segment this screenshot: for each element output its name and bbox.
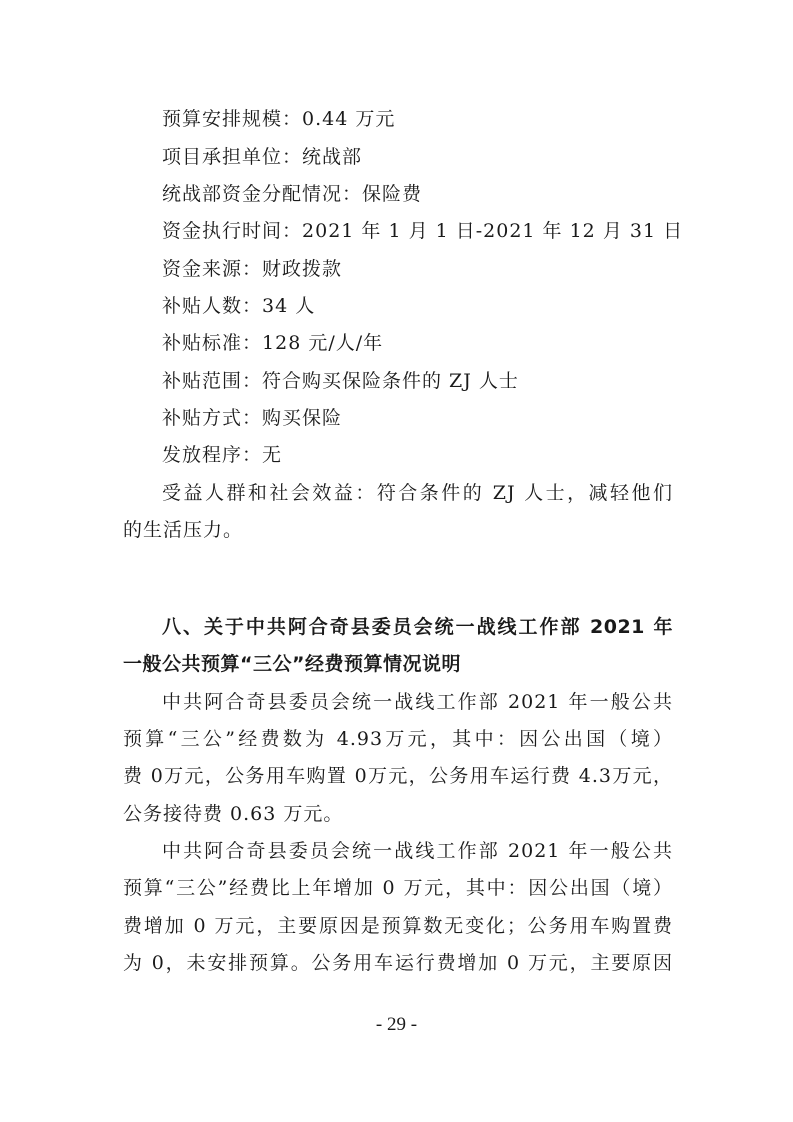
detail-value: 符合购买保险条件的 ZJ 人士 — [262, 370, 519, 392]
detail-label: 发放程序： — [162, 444, 263, 466]
detail-label: 补贴人数： — [162, 295, 263, 317]
paragraph-1-line-2: 预算“三公”经费数为 4.93万元，其中：因公出国（境） — [123, 728, 673, 750]
detail-label: 资金执行时间： — [162, 220, 303, 242]
detail-value: 128 元/人/年 — [262, 332, 384, 354]
detail-label: 统战部资金分配情况： — [162, 183, 363, 205]
detail-distribution-procedure — [162, 437, 673, 473]
detail-value: 2021 年 1 月 1 日-2021 年 12 月 31 日 — [302, 220, 684, 242]
detail-value: 财政拨款 — [262, 258, 343, 280]
paragraph-2-line-2: 预算“三公”经费比上年增加 0 万元，其中：因公出国（境） — [123, 877, 673, 899]
detail-responsible-unit — [162, 139, 673, 175]
detail-fund-source — [162, 251, 673, 287]
detail-value: 统战部 — [302, 146, 363, 168]
section-heading-line-1: 八、关于中共阿合奇县委员会统一战线工作部 2021 年 — [162, 616, 673, 638]
paragraph-1-line-1: 中共阿合奇县委员会统一战线工作部 2021 年一般公共 — [162, 691, 673, 713]
detail-fund-allocation — [162, 176, 673, 212]
detail-execution-time — [162, 213, 684, 249]
paragraph-1-line-3: 费 0万元，公务用车购置 0万元，公务用车运行费 4.3万元， — [123, 765, 673, 787]
detail-label: 补贴标准： — [162, 332, 263, 354]
detail-value: 0.44 万元 — [302, 108, 396, 130]
benefit-line-1: 受益人群和社会效益：符合条件的 ZJ 人士，减轻他们 — [162, 482, 673, 504]
paragraph-2-line-3: 费增加 0 万元，主要原因是预算数无变化；公务用车购置费 — [123, 915, 673, 937]
detail-label: 补贴方式： — [162, 407, 263, 429]
section-heading-line-2: 一般公共预算“三公”经费预算情况说明 — [123, 653, 461, 675]
detail-label: 补贴范围： — [162, 370, 263, 392]
detail-value: 无 — [262, 444, 283, 466]
paragraph-2-line-1: 中共阿合奇县委员会统一战线工作部 2021 年一般公共 — [162, 840, 673, 862]
detail-subsidy-count — [162, 288, 673, 324]
detail-label: 预算安排规模： — [162, 108, 303, 130]
benefit-line-2: 的生活压力。 — [123, 519, 244, 541]
paragraph-2-line-4: 为 0，未安排预算。公务用车运行费增加 0 万元，主要原因 — [123, 952, 673, 974]
detail-value: 34 人 — [262, 295, 316, 317]
detail-subsidy-method — [162, 400, 673, 436]
detail-value: 购买保险 — [262, 407, 343, 429]
detail-subsidy-standard — [162, 325, 673, 361]
detail-label: 资金来源： — [162, 258, 263, 280]
detail-budget-scale — [162, 101, 673, 137]
detail-subsidy-scope — [162, 363, 673, 399]
page-number: - 29 - — [375, 1014, 418, 1035]
paragraph-1-line-4: 公务接待费 0.63 万元。 — [123, 803, 344, 825]
detail-value: 保险费 — [362, 183, 423, 205]
detail-label: 项目承担单位： — [162, 146, 303, 168]
